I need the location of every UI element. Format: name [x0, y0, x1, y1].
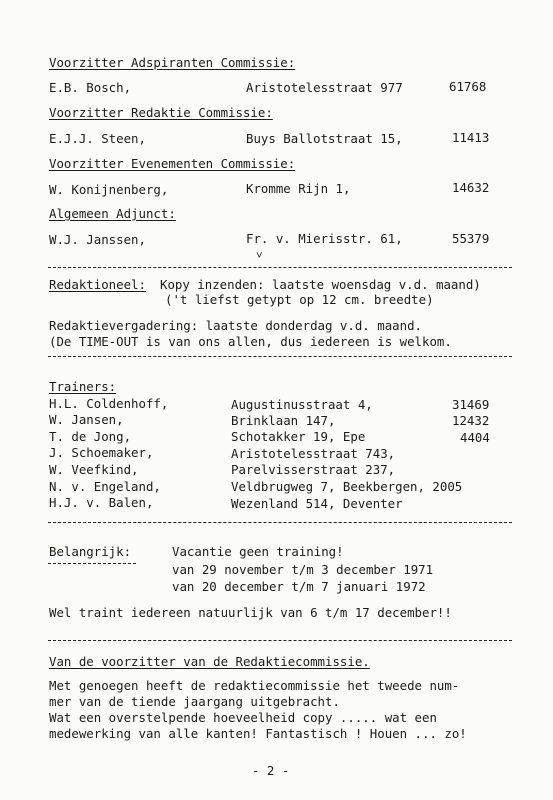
- trainer-phone: 12432: [452, 413, 490, 428]
- trainer-address: Veldbrugweg 7, Beekbergen, 2005: [231, 479, 463, 494]
- committee-address: Kromme Rijn 1,: [246, 181, 351, 196]
- trainer-address: Augustinusstraat 4,: [231, 397, 373, 412]
- redaktioneel-label: Redaktioneel:: [49, 277, 146, 292]
- cursor-mark-icon: ˅: [256, 249, 263, 262]
- trainer-phone: 31469: [452, 397, 490, 412]
- committee-phone: 55379: [452, 231, 490, 246]
- committee-phone: 61768: [449, 79, 487, 94]
- committee-address: Fr. v. Mierisstr. 61,: [246, 231, 403, 246]
- trainer-name: N. v. Engeland,: [49, 479, 161, 494]
- voorzitter-note-line: medewerking van alle kanten! Fantastisch ! Houen ... zo!: [49, 726, 467, 741]
- committee-heading-redaktie: Voorzitter Redaktie Commissie:: [49, 105, 273, 120]
- divider: [48, 522, 512, 523]
- trainer-name: T. de Jong,: [49, 429, 132, 444]
- belangrijk-line: van 20 december t/m 7 januari 1972: [172, 579, 426, 594]
- committee-name: W.J. Janssen,: [49, 232, 146, 247]
- trainer-address: Brinklaan 147,: [231, 413, 336, 428]
- trainer-address: Parelvisserstraat 237,: [231, 462, 396, 477]
- voorzitter-note-heading: Van de voorzitter van de Redaktiecommissie.: [49, 654, 370, 669]
- trainers-heading: Trainers:: [49, 379, 117, 394]
- trainer-address: Aristotelesstraat 743,: [231, 446, 396, 461]
- page-number: - 2 -: [252, 763, 290, 778]
- redaktioneel-line: Kopy inzenden: laatste woensdag v.d. maand): [160, 277, 481, 292]
- belangrijk-label: Belangrijk:: [49, 544, 132, 559]
- redaktioneel-line: Redaktievergadering: laatste donderdag v.d. maand.: [49, 318, 422, 333]
- committee-address: Aristotelesstraat 977: [246, 80, 403, 95]
- belangrijk-line: Vacantie geen training!: [172, 544, 344, 559]
- trainer-name: H.L. Coldenhoff,: [49, 396, 169, 411]
- belangrijk-line: Wel traint iedereen natuurlijk van 6 t/m 17 december!!: [49, 605, 452, 620]
- trainer-name: W. Veefkind,: [49, 462, 139, 477]
- committee-address: Buys Ballotstraat 15,: [246, 131, 403, 146]
- belangrijk-underline: [48, 563, 136, 564]
- committee-name: W. Konijnenberg,: [49, 182, 169, 197]
- redaktioneel-line: ('t liefst getypt op 12 cm. breedte): [165, 292, 434, 307]
- divider: [48, 356, 512, 357]
- voorzitter-note-line: Met genoegen heeft de redaktiecommissie het tweede num-: [49, 678, 460, 693]
- committee-heading-adspiranten: Voorzitter Adspiranten Commissie:: [49, 55, 296, 70]
- trainer-phone: 4404: [460, 430, 490, 445]
- redaktioneel-line: (De TIME-OUT is van ons allen, dus iedereen is welkom.: [49, 334, 452, 349]
- divider: [48, 640, 512, 641]
- trainer-name: H.J. v. Balen,: [49, 495, 154, 510]
- voorzitter-note-line: mer van de tiende jaargang uitgebracht.: [49, 694, 340, 709]
- committee-phone: 11413: [452, 130, 490, 145]
- trainer-name: W. Jansen,: [49, 412, 124, 427]
- committee-name: E.J.J. Steen,: [49, 131, 146, 146]
- committee-phone: 14632: [452, 180, 490, 195]
- belangrijk-line: van 29 november t/m 3 december 1971: [172, 562, 434, 577]
- committee-heading-adjunct: Algemeen Adjunct:: [49, 206, 176, 221]
- committee-name: E.B. Bosch,: [49, 80, 132, 95]
- committee-heading-evenementen: Voorzitter Evenementen Commissie:: [49, 156, 296, 171]
- voorzitter-note-line: Wat een overstelpende hoeveelheid copy ..... wat een: [49, 710, 437, 725]
- trainer-name: J. Schoemaker,: [49, 445, 154, 460]
- divider: [48, 267, 512, 268]
- trainer-address: Schotakker 19, Epe: [231, 429, 366, 444]
- trainer-address: Wezenland 514, Deventer: [231, 496, 403, 511]
